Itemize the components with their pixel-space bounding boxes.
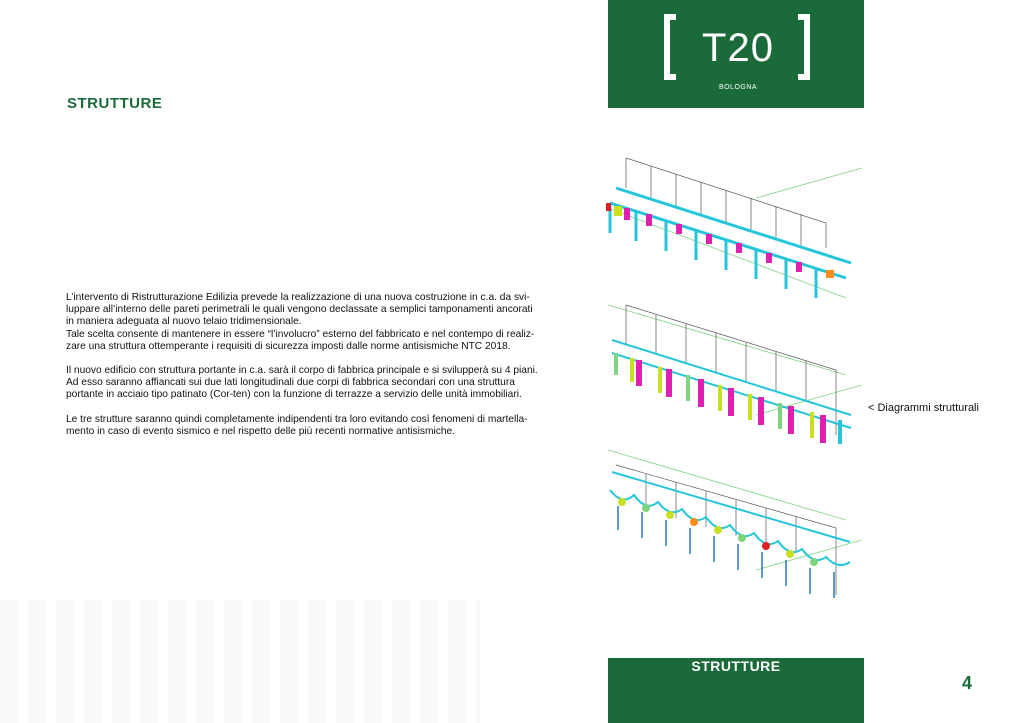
page-number: 4 xyxy=(962,673,973,693)
logo-main: T20 xyxy=(702,26,774,70)
diagram-caption: < Diagrammi strutturali xyxy=(868,402,979,414)
logo-city: BOLOGNA xyxy=(718,84,758,91)
structural-diagram-2 xyxy=(606,295,862,455)
diagram-1-beams xyxy=(610,188,851,298)
structural-diagram-3 xyxy=(606,440,862,600)
diagram-3-supports xyxy=(618,506,834,598)
paragraph-3: Le tre strutture saranno quindi completamente indipendenti tra loro evitando così fenomeni di martella- mento in caso di evento sismico e nel rispetto delle più recenti normative antisismiche. xyxy=(66,413,528,437)
paragraph-1: L’intervento di Ristrutturazione Edilizia prevede la realizzazione di una nuova costruzione in c.a. da svi- luppare all’interno delle pareti perimetrali le quali vengono declassate a semplici tamponamenti ancorati in maniera adeguata al nuovo telaio tridimensionale. Tale scelta consente di mantenere in essere “l’involucro” esterno del fabbricato e nel contempo di realiz- zare una struttura ottemperante i requisiti di sicurezza imposti dalle norme antisismiche NTC 2018. xyxy=(66,292,535,352)
diagram-1-frame xyxy=(626,158,826,248)
footer-title: STRUTTURE xyxy=(691,658,781,674)
body-text xyxy=(66,292,586,450)
diagram-3-hinge-markers xyxy=(618,498,818,566)
diagram-2-columns xyxy=(614,353,842,444)
diagram-2-axes xyxy=(608,305,862,415)
logo-block xyxy=(608,0,864,108)
background-watermark xyxy=(0,600,480,723)
structural-diagram-1 xyxy=(606,148,862,308)
logo-bracket-right xyxy=(798,14,810,80)
paragraph-2: Il nuovo edificio con struttura portante in c.a. sarà il corpo di fabbrica principale e si svilupperà su 4 piani. Ad esso saranno affiancati sui due lati longitudinali due corpi di fabbrica secondari con una struttura portante in acciaio tipo patinato (Cor-ten) con la funzione di terrazze a servizio delle unità immobiliari. xyxy=(66,365,538,401)
footer-block xyxy=(608,658,864,723)
section-title: STRUTTURE xyxy=(67,95,163,112)
logo-bracket-left xyxy=(664,14,676,80)
diagram-1-axes xyxy=(608,168,862,298)
